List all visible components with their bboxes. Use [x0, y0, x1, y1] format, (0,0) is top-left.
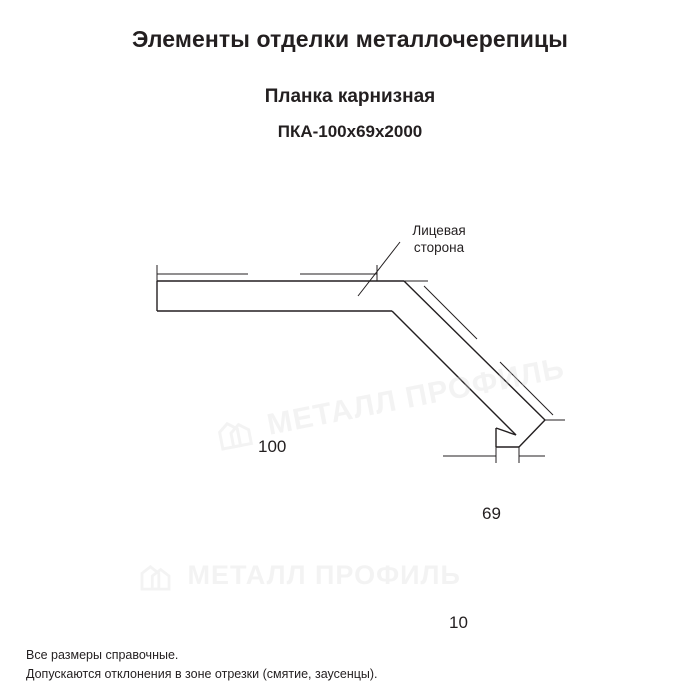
- product-code: ПКА-100x69x2000: [277, 122, 423, 141]
- dimension-label-lip: 10: [449, 613, 468, 632]
- watermark-text: МЕТАЛЛ ПРОФИЛЬ: [264, 351, 568, 442]
- dimension-label-slope: 69: [482, 504, 501, 523]
- footer-note-2: Допускаются отклонения в зоне отрезки (смятие, заусенцы).: [26, 667, 378, 681]
- product-name: Планка карнизная: [264, 86, 436, 107]
- footer-note-1: Все размеры справочные.: [26, 648, 179, 662]
- dimension-label-width: 100: [258, 437, 287, 456]
- dimension-line-69: [404, 281, 565, 420]
- technical-drawing: [0, 170, 700, 632]
- dimension-line-100: [157, 265, 377, 281]
- footer-notes: [26, 646, 378, 684]
- profile-lip-outer: [519, 420, 545, 447]
- watermark-text: МЕТАЛЛ ПРОФИЛЬ: [187, 560, 461, 590]
- face-side-label: [394, 222, 484, 256]
- page-title: Элементы отделки металлочерепицы: [131, 26, 568, 52]
- profile-geometry: [0, 170, 700, 590]
- face-side-label-line2: сторона: [413, 240, 465, 255]
- face-side-label-line1: Лицевая: [412, 223, 466, 238]
- profile-slope-top: [404, 281, 545, 420]
- dimension-line-10: [443, 447, 545, 463]
